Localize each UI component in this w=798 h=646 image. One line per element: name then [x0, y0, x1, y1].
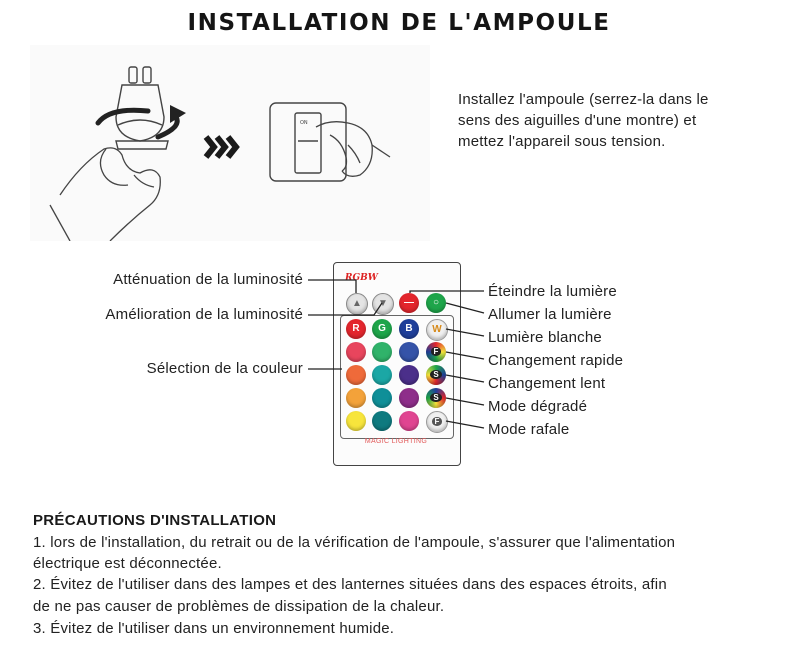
precaution-line: électrique est déconnectée.: [33, 555, 222, 572]
power-ring-icon: ○: [432, 297, 440, 308]
fade-button[interactable]: [426, 388, 446, 408]
color-button[interactable]: [346, 365, 366, 385]
install-line: sens des aiguilles d'une montre) et: [458, 112, 697, 129]
label-flash: Changement rapide: [488, 352, 624, 369]
precaution-line: de ne pas causer de problèmes de dissipation de la chaleur.: [33, 598, 445, 615]
label-color-select: Sélection de la couleur: [146, 360, 303, 377]
red-button[interactable]: R: [346, 319, 366, 339]
label-smooth: Mode rafale: [488, 421, 570, 438]
precaution-line: 2. Évitez de l'utiliser dans des lampes et des lanternes situées dans des espaces étroits, afin: [33, 576, 667, 593]
precaution-line: 3. Évitez de l'utiliser dans un environnement humide.: [33, 620, 395, 637]
color-button[interactable]: [372, 388, 392, 408]
label-brighten: Amélioration de la luminosité: [105, 306, 303, 323]
install-instructions: [458, 89, 778, 152]
brighten-button[interactable]: [372, 293, 394, 315]
label-strobe: Changement lent: [488, 375, 606, 392]
precaution-line: 1. lors de l'installation, du retrait ou de la vérification de l'ampoule, s'assurer que l'alimentation: [33, 534, 676, 551]
label-fade: Mode dégradé: [488, 398, 588, 415]
green-button[interactable]: G: [372, 319, 392, 339]
label-dim: Atténuation de la luminosité: [113, 271, 303, 288]
flash-button[interactable]: [426, 342, 446, 362]
color-button[interactable]: [399, 342, 419, 362]
color-button[interactable]: [372, 411, 392, 431]
off-button[interactable]: [399, 293, 419, 313]
strobe-label: S: [430, 370, 441, 379]
installation-illustration: [30, 45, 430, 241]
fade-label: S: [430, 393, 441, 402]
color-button[interactable]: [346, 388, 366, 408]
flash-label: F: [431, 347, 442, 356]
strobe-button[interactable]: [426, 365, 446, 385]
install-line: Installez l'ampoule (serrez-la dans le: [458, 91, 709, 108]
minus-icon: —: [404, 297, 414, 308]
color-button[interactable]: [399, 365, 419, 385]
page-title: INSTALLATION DE L'AMPOULE: [187, 10, 611, 36]
label-on: Allumer la lumière: [488, 306, 612, 323]
label-white: Lumière blanche: [488, 329, 602, 346]
blue-button[interactable]: B: [399, 319, 419, 339]
on-button[interactable]: [426, 293, 446, 313]
smooth-button[interactable]: [426, 411, 448, 433]
remote-footer-brand: MAGIC LIGHTING: [364, 438, 428, 445]
color-button[interactable]: [372, 365, 392, 385]
triangle-up-icon: ▲: [352, 298, 362, 309]
smooth-label: F: [432, 417, 443, 426]
install-line: mettez l'appareil sous tension.: [458, 133, 666, 150]
color-button[interactable]: [372, 342, 392, 362]
color-button[interactable]: [399, 411, 419, 431]
precautions-heading: PRÉCAUTIONS D'INSTALLATION: [33, 512, 277, 529]
color-button[interactable]: [346, 411, 366, 431]
switch-on-label: ON: [300, 120, 308, 126]
color-button[interactable]: [399, 388, 419, 408]
remote-brand: RGBW: [345, 273, 378, 283]
dim-button[interactable]: [346, 293, 368, 315]
color-button[interactable]: [346, 342, 366, 362]
triangle-down-icon: ▼: [378, 298, 388, 309]
white-button[interactable]: W: [426, 319, 448, 341]
label-off: Éteindre la lumière: [488, 283, 617, 300]
